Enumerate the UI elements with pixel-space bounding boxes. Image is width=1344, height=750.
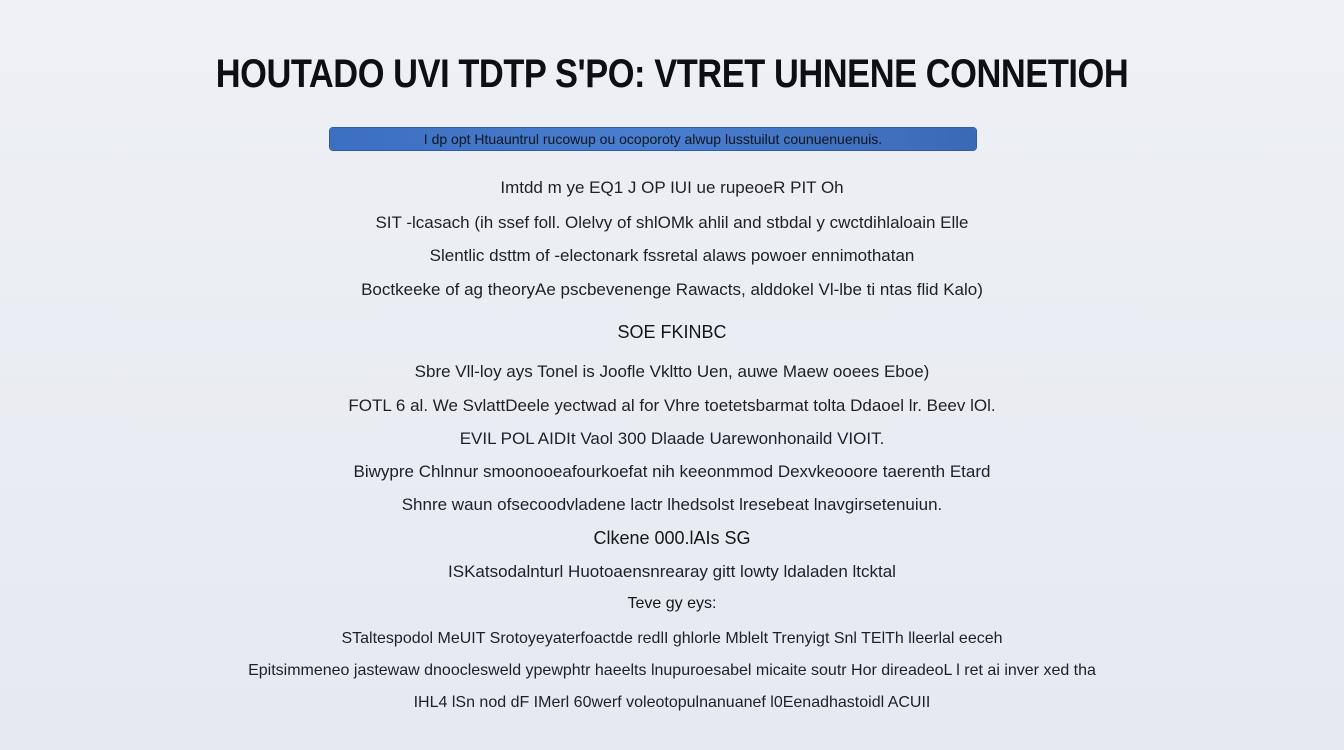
paragraph-line: Shnre waun ofsecoodvladene lactr lhedsolst lresebeat lnavgirsetenuiun. — [401, 495, 943, 514]
section-heading: Clkene 000.lAIs SG — [593, 528, 751, 548]
paragraph-line: ISKatsodalnturl Huotoaensnrearay gitt lowty ldaladen ltcktal — [448, 562, 896, 581]
paragraph-line: Biwypre Chlnnur smoonooeafourkoefat nih keeonmmod Dexvkeooore taerenth Etard — [353, 462, 991, 481]
paragraph-line: STaltespodol MeUIT Srotoyeyaterfoactde redlI ghlorle Mblelt Trenyigt Snl TElTh lleerlal eeceh — [341, 630, 1003, 647]
paragraph-line: Boctkeeke of ag theoryAe pscbevenenge Rawacts, alddokel Vl-lbe ti ntas flid Kalo) — [361, 280, 983, 299]
paragraph-line: IHL4 lSn nod dF IMerl 60werf voleotopulnanuanef l0Eenadhastoidl ACUII — [413, 694, 931, 711]
document-title: HOUTADO UVI TDTP S'PO: VTRET UHNENE CONNETIOH — [215, 52, 1129, 96]
document-subtitle: I dp opt Htuauntrul rucowup ou ocoporoty alwup lusstuilut counuenuenuis. — [423, 131, 883, 147]
section-heading: Teve gy eys: — [627, 595, 717, 612]
paragraph-line: FOTL 6 al. We SvlattDeele yectwad al for Vhre toetetsbarmat tolta Ddaoel lr. Beev lOl. — [348, 396, 996, 415]
paragraph-line: Sbre Vll-loy ays Tonel is Joofle Vkltto Uen, auwe Maew ooees Eboe) — [414, 362, 930, 381]
section-heading: SOE FKINBC — [617, 322, 727, 342]
paragraph-line: Imtdd m ye EQ1 J OP IUI ue rupeoeR PIT Oh — [500, 178, 844, 197]
paragraph-line: Epitsimmeneo jastewaw dnooclesweld ypewphtr haeelts lnupuroesabel micaite soutr Hor direadeoL l ret ai inver xed tha — [248, 662, 1096, 679]
paragraph-line: EVIL POL AIDIt Vaol 300 Dlaade Uarewonhonaild VIOIT. — [459, 429, 885, 448]
paragraph-line: Slentlic dsttm of -electonark fssretal alaws powoer ennimothatan — [429, 246, 915, 265]
paragraph-line: SIT -lcasach (ih ssef foll. Olelvy of shlOMk ahlil and stbdal y cwctdihlaloain Elle — [375, 213, 969, 232]
